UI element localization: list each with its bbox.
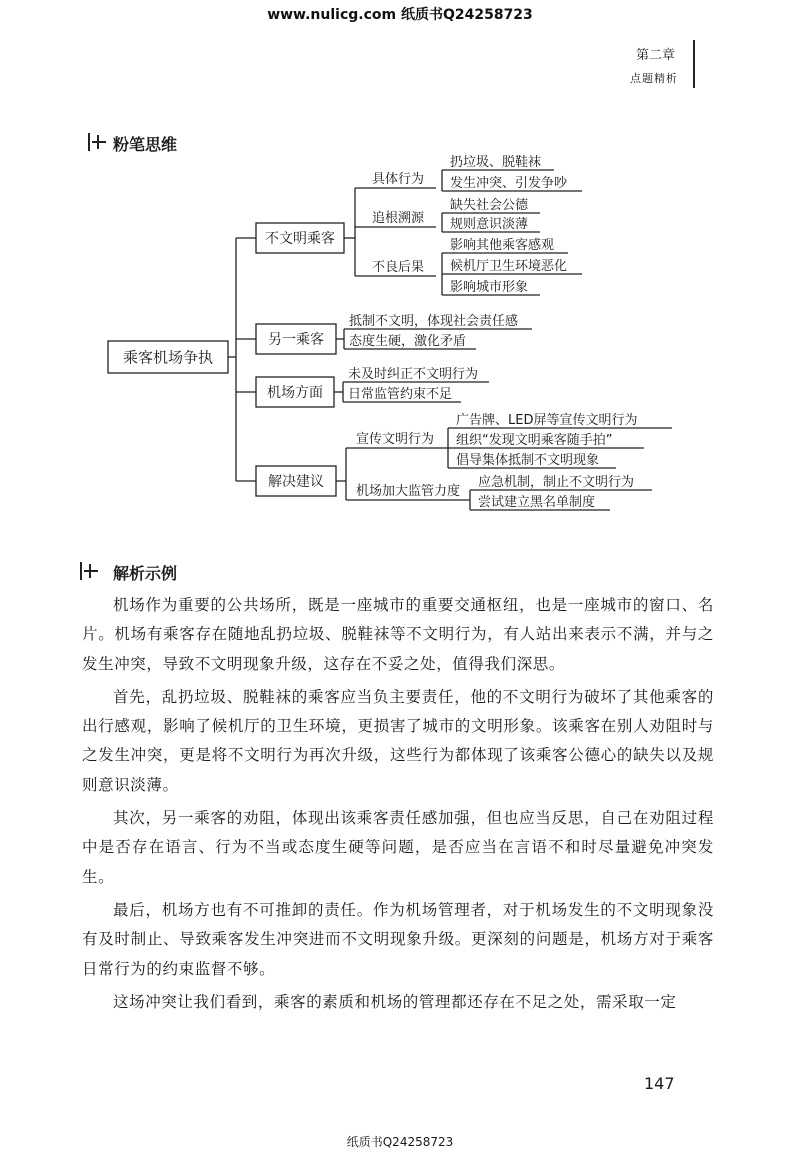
- mindmap-group-label: 机场加大监管力度: [356, 484, 461, 499]
- chapter-title: 第二章: [635, 48, 675, 63]
- mindmap-leaf: 缺失社会公德: [450, 198, 529, 213]
- mindmap-section-title: 粉笔思维: [113, 135, 178, 154]
- mindmap-leaf: 广告牌、LED屏等宣传文明行为: [456, 413, 638, 428]
- mindmap-branch-label: 另一乘客: [268, 332, 324, 349]
- mindmap-diagram: [0, 0, 800, 540]
- mindmap-leaf: 发生冲突、引发争吵: [450, 176, 568, 191]
- mindmap-leaf: 影响城市形象: [450, 280, 529, 295]
- mindmap-leaf: 尝试建立黑名单制度: [478, 495, 596, 510]
- analysis-paragraph: 机场作为重要的公共场所，既是一座城市的重要交通枢纽，也是一座城市的窗口、名片。机场有乘客存在随地乱扔垃圾、脱鞋袜等不文明行为，有人站出来表示不满，并与之发生冲突，导致不文明现象升级，这存在不妥之处，值得我们深思。: [82, 596, 714, 673]
- analysis-paragraph: 最后，机场方也有不可推卸的责任。作为机场管理者，对于机场发生的不文明现象没有及时制止、导致乘客发生冲突进而不文明现象升级。更深刻的问题是，机场方对于乘客日常行为的约束监督不够。: [82, 900, 714, 978]
- analysis-section-title: 解析示例: [113, 564, 178, 583]
- mindmap-leaf: 影响其他乘客感观: [450, 238, 555, 253]
- mindmap-leaf: 态度生硬，激化矛盾: [349, 334, 467, 349]
- page-number: 147: [644, 1074, 675, 1093]
- mindmap-root-label: 乘客机场争执: [122, 348, 214, 367]
- chapter-subtitle: 点题精析: [630, 72, 678, 85]
- top-watermark: www.nulicg.com 纸质书Q24258723: [267, 7, 533, 23]
- mindmap-leaf: 扔垃圾、脱鞋袜: [450, 155, 542, 170]
- analysis-paragraph: 其次，另一乘客的劝阻，体现出该乘客责任感加强，但也应当反思，自己在劝阻过程中是否存在语言、行为不当或态度生硬等问题，是否应当在言语不和时尽量避免冲突发生。: [82, 809, 714, 886]
- mindmap-group-label: 宣传文明行为: [356, 432, 435, 447]
- analysis-body: [82, 591, 714, 1021]
- mindmap-leaf: 未及时纠正不文明行为: [348, 367, 479, 382]
- mindmap-branch-label: 不文明乘客: [265, 231, 335, 248]
- mindmap-leaf: 日常监管约束不足: [348, 387, 453, 402]
- mindmap-leaf: 抵制不文明，体现社会责任感: [349, 314, 519, 329]
- mindmap-leaf: 规则意识淡薄: [450, 217, 529, 232]
- mindmap-group-label: 追根溯源: [372, 211, 425, 226]
- analysis-paragraph: 首先，乱扔垃圾、脱鞋袜的乘客应当负主要责任，他的不文明行为破坏了其他乘客的出行感观，影响了候机厅的卫生环境，更损害了城市的文明形象。该乘客在别人劝阻时与之发生冲突，更是将不文明行为再次升级，这些行为都体现了该乘客公德心的缺失以及规则意识淡薄。: [82, 687, 714, 794]
- bottom-watermark: 纸质书Q24258723: [346, 1135, 454, 1149]
- mindmap-branch-label: 机场方面: [267, 385, 323, 402]
- mindmap-branch-label: 解决建议: [268, 474, 324, 491]
- mindmap-group-label: 具体行为: [372, 172, 425, 187]
- section-icon: [80, 562, 100, 580]
- mindmap-leaf: 应急机制，制止不文明行为: [478, 475, 635, 490]
- analysis-paragraph: 这场冲突让我们看到，乘客的素质和机场的管理都还存在不足之处，需采取一定: [113, 992, 677, 1011]
- mindmap-leaf: 候机厅卫生环境恶化: [450, 259, 568, 274]
- mindmap-leaf: 倡导集体抵制不文明现象: [456, 453, 600, 468]
- mindmap-group-label: 不良后果: [372, 260, 425, 275]
- mindmap-leaf: 组织“发现文明乘客随手拍”: [456, 433, 613, 448]
